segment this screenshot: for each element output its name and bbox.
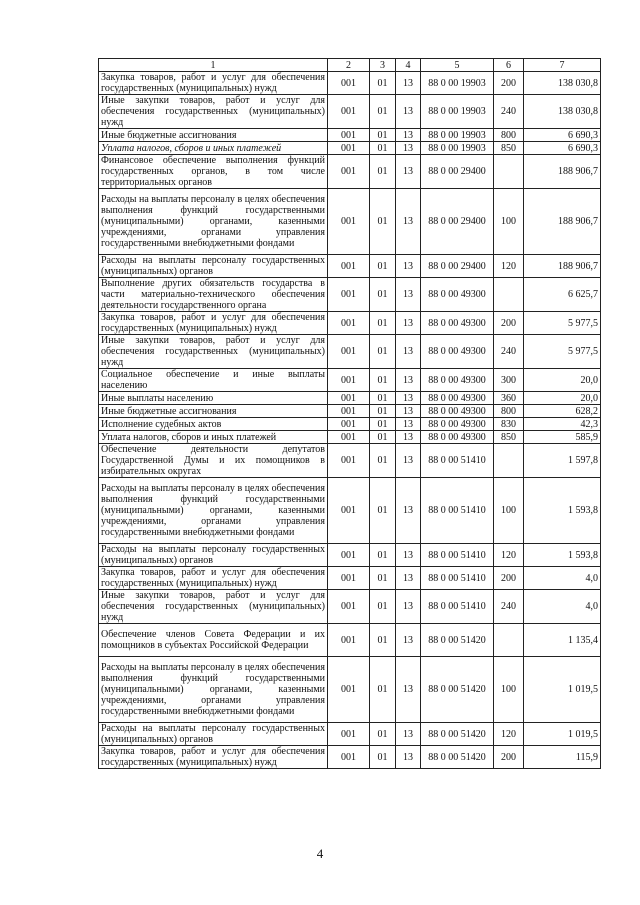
table-row bbox=[99, 312, 601, 335]
row-subsection-cell: 13 bbox=[396, 129, 421, 142]
row-section-cell: 01 bbox=[370, 657, 396, 723]
row-name-cell: Иные закупки товаров, работ и услуг для обеспечения государственных (муниципальных) нужд bbox=[99, 95, 328, 129]
row-amount-cell: 20,0 bbox=[524, 369, 601, 392]
table-row bbox=[99, 155, 601, 189]
table-row bbox=[99, 590, 601, 624]
row-expense-type-cell: 200 bbox=[494, 72, 524, 95]
table-row bbox=[99, 189, 601, 255]
row-target-article-cell: 88 0 00 49300 bbox=[421, 312, 494, 335]
row-expense-type-cell: 800 bbox=[494, 129, 524, 142]
row-code-cell: 001 bbox=[328, 444, 370, 478]
row-name-cell: Иные бюджетные ассигнования bbox=[99, 129, 328, 142]
row-name-cell: Расходы на выплаты персоналу государственных (муниципальных) органов bbox=[99, 544, 328, 567]
table-row bbox=[99, 746, 601, 769]
row-name-cell: Исполнение судебных актов bbox=[99, 418, 328, 431]
row-code-cell: 001 bbox=[328, 129, 370, 142]
table-row bbox=[99, 478, 601, 544]
row-subsection-cell: 13 bbox=[396, 255, 421, 278]
table-row bbox=[99, 624, 601, 657]
row-code-cell: 001 bbox=[328, 95, 370, 129]
row-code-cell: 001 bbox=[328, 418, 370, 431]
row-name-cell: Закупка товаров, работ и услуг для обеспечения государственных (муниципальных) нужд bbox=[99, 312, 328, 335]
row-section-cell: 01 bbox=[370, 746, 396, 769]
row-name-cell: Обеспечение деятельности депутатов Государственной Думы и их помощников в избирательных округах bbox=[99, 444, 328, 478]
table-row bbox=[99, 95, 601, 129]
row-name-cell: Закупка товаров, работ и услуг для обеспечения государственных (муниципальных) нужд bbox=[99, 746, 328, 769]
row-amount-cell: 5 977,5 bbox=[524, 312, 601, 335]
row-subsection-cell: 13 bbox=[396, 544, 421, 567]
row-section-cell: 01 bbox=[370, 312, 396, 335]
column-header: 2 bbox=[328, 59, 370, 72]
row-code-cell: 001 bbox=[328, 189, 370, 255]
row-section-cell: 01 bbox=[370, 431, 396, 444]
row-amount-cell: 1 597,8 bbox=[524, 444, 601, 478]
table-body bbox=[99, 72, 601, 769]
row-section-cell: 01 bbox=[370, 95, 396, 129]
row-expense-type-cell bbox=[494, 624, 524, 657]
table-row bbox=[99, 723, 601, 746]
row-code-cell: 001 bbox=[328, 155, 370, 189]
row-section-cell: 01 bbox=[370, 129, 396, 142]
row-amount-cell: 1 135,4 bbox=[524, 624, 601, 657]
row-subsection-cell: 13 bbox=[396, 278, 421, 312]
row-subsection-cell: 13 bbox=[396, 189, 421, 255]
row-code-cell: 001 bbox=[328, 478, 370, 544]
row-section-cell: 01 bbox=[370, 369, 396, 392]
row-expense-type-cell: 360 bbox=[494, 392, 524, 405]
row-name-cell: Расходы на выплаты персоналу в целях обеспечения выполнения функций государственными (муниципальными) органами, казенными учреждениями, органами управления государственными внебюджетными фондами bbox=[99, 189, 328, 255]
row-section-cell: 01 bbox=[370, 544, 396, 567]
row-section-cell: 01 bbox=[370, 624, 396, 657]
row-subsection-cell: 13 bbox=[396, 567, 421, 590]
row-name-cell: Социальное обеспечение и иные выплаты населению bbox=[99, 369, 328, 392]
row-target-article-cell: 88 0 00 49300 bbox=[421, 278, 494, 312]
row-code-cell: 001 bbox=[328, 369, 370, 392]
row-target-article-cell: 88 0 00 49300 bbox=[421, 369, 494, 392]
row-amount-cell: 115,9 bbox=[524, 746, 601, 769]
row-amount-cell: 1 593,8 bbox=[524, 544, 601, 567]
row-name-cell: Уплата налогов, сборов и иных платежей bbox=[99, 431, 328, 444]
table-row bbox=[99, 142, 601, 155]
row-section-cell: 01 bbox=[370, 405, 396, 418]
row-amount-cell: 6 690,3 bbox=[524, 129, 601, 142]
row-target-article-cell: 88 0 00 49300 bbox=[421, 405, 494, 418]
row-expense-type-cell: 100 bbox=[494, 657, 524, 723]
row-name-cell: Иные выплаты населению bbox=[99, 392, 328, 405]
row-amount-cell: 585,9 bbox=[524, 431, 601, 444]
row-amount-cell: 4,0 bbox=[524, 590, 601, 624]
row-target-article-cell: 88 0 00 29400 bbox=[421, 255, 494, 278]
row-subsection-cell: 13 bbox=[396, 478, 421, 544]
row-section-cell: 01 bbox=[370, 255, 396, 278]
row-section-cell: 01 bbox=[370, 278, 396, 312]
row-expense-type-cell: 100 bbox=[494, 478, 524, 544]
row-code-cell: 001 bbox=[328, 657, 370, 723]
row-name-cell: Расходы на выплаты персоналу в целях обеспечения выполнения функций государственными (муниципальными) органами, казенными учреждениями, органами управления государственными внебюджетными фондами bbox=[99, 478, 328, 544]
row-subsection-cell: 13 bbox=[396, 431, 421, 444]
row-expense-type-cell: 200 bbox=[494, 312, 524, 335]
row-target-article-cell: 88 0 00 49300 bbox=[421, 418, 494, 431]
row-subsection-cell: 13 bbox=[396, 624, 421, 657]
row-expense-type-cell bbox=[494, 444, 524, 478]
row-subsection-cell: 13 bbox=[396, 335, 421, 369]
row-amount-cell: 138 030,8 bbox=[524, 72, 601, 95]
row-code-cell: 001 bbox=[328, 142, 370, 155]
row-target-article-cell: 88 0 00 49300 bbox=[421, 431, 494, 444]
row-target-article-cell: 88 0 00 51410 bbox=[421, 590, 494, 624]
row-subsection-cell: 13 bbox=[396, 72, 421, 95]
table-row bbox=[99, 129, 601, 142]
row-amount-cell: 138 030,8 bbox=[524, 95, 601, 129]
row-name-cell: Уплата налогов, сборов и иных платежей bbox=[99, 142, 328, 155]
row-expense-type-cell: 850 bbox=[494, 431, 524, 444]
row-expense-type-cell: 120 bbox=[494, 723, 524, 746]
row-target-article-cell: 88 0 00 49300 bbox=[421, 392, 494, 405]
table-row bbox=[99, 72, 601, 95]
row-target-article-cell: 88 0 00 19903 bbox=[421, 129, 494, 142]
row-code-cell: 001 bbox=[328, 590, 370, 624]
row-name-cell: Обеспечение членов Совета Федерации и их помощников в субъектах Российской Федерации bbox=[99, 624, 328, 657]
row-target-article-cell: 88 0 00 29400 bbox=[421, 189, 494, 255]
row-section-cell: 01 bbox=[370, 418, 396, 431]
table-header-row bbox=[99, 59, 601, 72]
table-row bbox=[99, 392, 601, 405]
row-expense-type-cell: 240 bbox=[494, 590, 524, 624]
row-amount-cell: 1 019,5 bbox=[524, 723, 601, 746]
table-row bbox=[99, 369, 601, 392]
row-expense-type-cell: 200 bbox=[494, 567, 524, 590]
row-expense-type-cell: 240 bbox=[494, 95, 524, 129]
row-section-cell: 01 bbox=[370, 478, 396, 544]
table-row bbox=[99, 418, 601, 431]
row-name-cell: Расходы на выплаты персоналу в целях обеспечения выполнения функций государственными (муниципальными) органами, казенными учреждениями, органами управления государственными внебюджетными фондами bbox=[99, 657, 328, 723]
row-expense-type-cell: 120 bbox=[494, 255, 524, 278]
row-name-cell: Расходы на выплаты персоналу государственных (муниципальных) органов bbox=[99, 723, 328, 746]
row-expense-type-cell: 800 bbox=[494, 405, 524, 418]
row-amount-cell: 6 625,7 bbox=[524, 278, 601, 312]
table-row bbox=[99, 431, 601, 444]
row-target-article-cell: 88 0 00 19903 bbox=[421, 142, 494, 155]
row-subsection-cell: 13 bbox=[396, 142, 421, 155]
column-header: 7 bbox=[524, 59, 601, 72]
column-header: 4 bbox=[396, 59, 421, 72]
row-amount-cell: 1 593,8 bbox=[524, 478, 601, 544]
row-expense-type-cell: 120 bbox=[494, 544, 524, 567]
table-row bbox=[99, 657, 601, 723]
row-section-cell: 01 bbox=[370, 392, 396, 405]
row-section-cell: 01 bbox=[370, 590, 396, 624]
row-name-cell: Закупка товаров, работ и услуг для обеспечения государственных (муниципальных) нужд bbox=[99, 567, 328, 590]
row-code-cell: 001 bbox=[328, 278, 370, 312]
row-name-cell: Иные бюджетные ассигнования bbox=[99, 405, 328, 418]
table-row bbox=[99, 278, 601, 312]
column-header: 1 bbox=[99, 59, 328, 72]
row-amount-cell: 4,0 bbox=[524, 567, 601, 590]
table-row bbox=[99, 335, 601, 369]
row-section-cell: 01 bbox=[370, 723, 396, 746]
row-name-cell: Финансовое обеспечение выполнения функций государственных органов, в том числе территориальных органов bbox=[99, 155, 328, 189]
row-name-cell: Выполнение других обязательств государства в части материально-технического обеспечения деятельности государственного органа bbox=[99, 278, 328, 312]
row-expense-type-cell: 240 bbox=[494, 335, 524, 369]
row-code-cell: 001 bbox=[328, 567, 370, 590]
row-expense-type-cell: 200 bbox=[494, 746, 524, 769]
row-subsection-cell: 13 bbox=[396, 392, 421, 405]
row-code-cell: 001 bbox=[328, 723, 370, 746]
row-subsection-cell: 13 bbox=[396, 657, 421, 723]
row-code-cell: 001 bbox=[328, 544, 370, 567]
row-target-article-cell: 88 0 00 51410 bbox=[421, 544, 494, 567]
row-subsection-cell: 13 bbox=[396, 95, 421, 129]
row-subsection-cell: 13 bbox=[396, 418, 421, 431]
row-amount-cell: 1 019,5 bbox=[524, 657, 601, 723]
column-header: 5 bbox=[421, 59, 494, 72]
table-row bbox=[99, 544, 601, 567]
row-subsection-cell: 13 bbox=[396, 405, 421, 418]
row-name-cell: Закупка товаров, работ и услуг для обеспечения государственных (муниципальных) нужд bbox=[99, 72, 328, 95]
row-expense-type-cell: 850 bbox=[494, 142, 524, 155]
row-target-article-cell: 88 0 00 51410 bbox=[421, 444, 494, 478]
row-amount-cell: 188 906,7 bbox=[524, 189, 601, 255]
row-code-cell: 001 bbox=[328, 431, 370, 444]
row-amount-cell: 6 690,3 bbox=[524, 142, 601, 155]
row-section-cell: 01 bbox=[370, 142, 396, 155]
row-expense-type-cell bbox=[494, 278, 524, 312]
row-subsection-cell: 13 bbox=[396, 155, 421, 189]
row-target-article-cell: 88 0 00 51420 bbox=[421, 624, 494, 657]
table-row bbox=[99, 567, 601, 590]
row-amount-cell: 20,0 bbox=[524, 392, 601, 405]
row-name-cell: Иные закупки товаров, работ и услуг для обеспечения государственных (муниципальных) нужд bbox=[99, 590, 328, 624]
row-code-cell: 001 bbox=[328, 72, 370, 95]
row-target-article-cell: 88 0 00 49300 bbox=[421, 335, 494, 369]
row-target-article-cell: 88 0 00 51420 bbox=[421, 723, 494, 746]
budget-table bbox=[98, 58, 601, 769]
row-amount-cell: 5 977,5 bbox=[524, 335, 601, 369]
row-target-article-cell: 88 0 00 19903 bbox=[421, 95, 494, 129]
row-code-cell: 001 bbox=[328, 335, 370, 369]
row-subsection-cell: 13 bbox=[396, 312, 421, 335]
row-subsection-cell: 13 bbox=[396, 746, 421, 769]
row-target-article-cell: 88 0 00 29400 bbox=[421, 155, 494, 189]
table-row bbox=[99, 444, 601, 478]
row-amount-cell: 42,3 bbox=[524, 418, 601, 431]
row-code-cell: 001 bbox=[328, 255, 370, 278]
row-expense-type-cell: 300 bbox=[494, 369, 524, 392]
row-expense-type-cell bbox=[494, 155, 524, 189]
row-code-cell: 001 bbox=[328, 746, 370, 769]
row-subsection-cell: 13 bbox=[396, 723, 421, 746]
row-name-cell: Иные закупки товаров, работ и услуг для обеспечения государственных (муниципальных) нужд bbox=[99, 335, 328, 369]
row-target-article-cell: 88 0 00 19903 bbox=[421, 72, 494, 95]
row-subsection-cell: 13 bbox=[396, 444, 421, 478]
row-target-article-cell: 88 0 00 51410 bbox=[421, 567, 494, 590]
row-subsection-cell: 13 bbox=[396, 369, 421, 392]
page-number: 4 bbox=[316, 846, 324, 861]
row-section-cell: 01 bbox=[370, 335, 396, 369]
row-subsection-cell: 13 bbox=[396, 590, 421, 624]
column-header: 3 bbox=[370, 59, 396, 72]
row-amount-cell: 188 906,7 bbox=[524, 155, 601, 189]
table-row bbox=[99, 405, 601, 418]
row-target-article-cell: 88 0 00 51420 bbox=[421, 746, 494, 769]
table-row bbox=[99, 255, 601, 278]
row-code-cell: 001 bbox=[328, 624, 370, 657]
row-name-cell: Расходы на выплаты персоналу государственных (муниципальных) органов bbox=[99, 255, 328, 278]
row-section-cell: 01 bbox=[370, 155, 396, 189]
row-amount-cell: 628,2 bbox=[524, 405, 601, 418]
row-target-article-cell: 88 0 00 51410 bbox=[421, 478, 494, 544]
row-section-cell: 01 bbox=[370, 567, 396, 590]
row-amount-cell: 188 906,7 bbox=[524, 255, 601, 278]
row-target-article-cell: 88 0 00 51420 bbox=[421, 657, 494, 723]
row-section-cell: 01 bbox=[370, 72, 396, 95]
row-code-cell: 001 bbox=[328, 405, 370, 418]
column-header: 6 bbox=[494, 59, 524, 72]
row-code-cell: 001 bbox=[328, 312, 370, 335]
row-section-cell: 01 bbox=[370, 444, 396, 478]
row-section-cell: 01 bbox=[370, 189, 396, 255]
row-expense-type-cell: 830 bbox=[494, 418, 524, 431]
row-code-cell: 001 bbox=[328, 392, 370, 405]
row-expense-type-cell: 100 bbox=[494, 189, 524, 255]
